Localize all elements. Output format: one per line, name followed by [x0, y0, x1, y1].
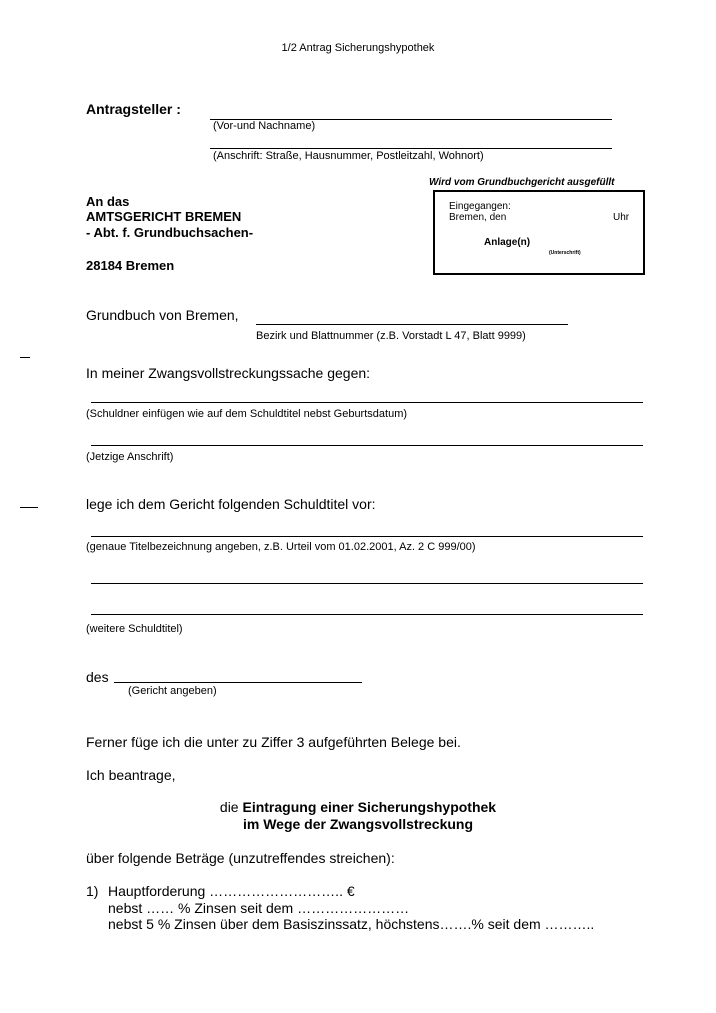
- court-line[interactable]: [114, 682, 362, 683]
- debtor-address-line[interactable]: [91, 445, 643, 446]
- base-rate-line: nebst 5 % Zinsen über dem Basiszinssatz, höchstens…….% seit dem ………..: [108, 916, 595, 932]
- interest-line: nebst …… % Zinsen seit dem ……………………: [108, 900, 410, 916]
- further-title-line-1[interactable]: [91, 583, 643, 584]
- attachments-label: Anlage(n): [484, 237, 531, 248]
- applicant-address-hint: (Anschrift: Straße, Hausnummer, Postleitzahl, Wohnort): [213, 150, 484, 162]
- entry-title: Eintragung einer Sicherungshypothek: [242, 799, 497, 815]
- further-title-hint: (weitere Schuldtitel): [86, 623, 183, 635]
- further-title-line-2[interactable]: [91, 614, 643, 615]
- land-register-label: Grundbuch von Bremen,: [86, 307, 239, 323]
- punch-mark: [20, 507, 38, 508]
- received-label: Eingegangen:: [449, 201, 511, 212]
- debtor-line[interactable]: [91, 402, 643, 403]
- place-date-label: Bremen, den: [449, 212, 507, 223]
- title-heading: lege ich dem Gericht folgenden Schuldtitel vor:: [86, 496, 376, 512]
- entry-prefix: die: [219, 799, 239, 815]
- recipient-postal: 28184 Bremen: [86, 258, 175, 273]
- applicant-label: Antragsteller :: [86, 101, 181, 117]
- time-label: Uhr: [613, 212, 630, 223]
- main-claim: Hauptforderung ……………………….. €: [108, 883, 355, 899]
- applicant-address-line[interactable]: [210, 148, 612, 149]
- court-box-caption: Wird vom Grundbuchgericht ausgefüllt: [429, 177, 615, 188]
- item-number: 1): [86, 883, 99, 899]
- court-received-box: [433, 190, 645, 275]
- entry-line-2: im Wege der Zwangsvollstreckung: [242, 816, 474, 832]
- title-hint: (genaue Titelbezeichnung angeben, z.B. Urteil vom 01.02.2001, Az. 2 C 999/00): [86, 541, 476, 553]
- recipient-department: - Abt. f. Grundbuchsachen-: [86, 225, 254, 240]
- court-prefix: des: [86, 669, 109, 685]
- entry-line-1: [0, 799, 716, 815]
- applicant-name-hint: (Vor-und Nachname): [213, 120, 316, 132]
- recipient-court: AMTSGERICHT BREMEN: [86, 209, 242, 224]
- page-header: 1/2 Antrag Sicherungshypothek: [281, 42, 435, 54]
- amounts-intro: über folgende Beträge (unzutreffendes streichen):: [86, 850, 395, 866]
- land-register-line[interactable]: [256, 324, 568, 325]
- request-text: Ich beantrage,: [86, 767, 176, 783]
- land-register-hint: Bezirk und Blattnummer (z.B. Vorstadt L 47, Blatt 9999): [256, 330, 526, 342]
- signature-label: (Unterschrift): [549, 250, 581, 256]
- debtor-hint: (Schuldner einfügen wie auf dem Schuldtitel nebst Geburtsdatum): [86, 408, 408, 420]
- court-hint: (Gericht angeben): [128, 685, 217, 697]
- debtor-address-hint: (Jetzige Anschrift): [86, 451, 174, 463]
- enclosures-text: Ferner füge ich die unter zu Ziffer 3 aufgeführten Belege bei.: [86, 734, 461, 750]
- recipient-line1: An das: [86, 194, 130, 209]
- enforcement-heading: In meiner Zwangsvollstreckungssache gegen:: [86, 365, 371, 381]
- fold-mark: [20, 357, 30, 358]
- title-line[interactable]: [91, 536, 643, 537]
